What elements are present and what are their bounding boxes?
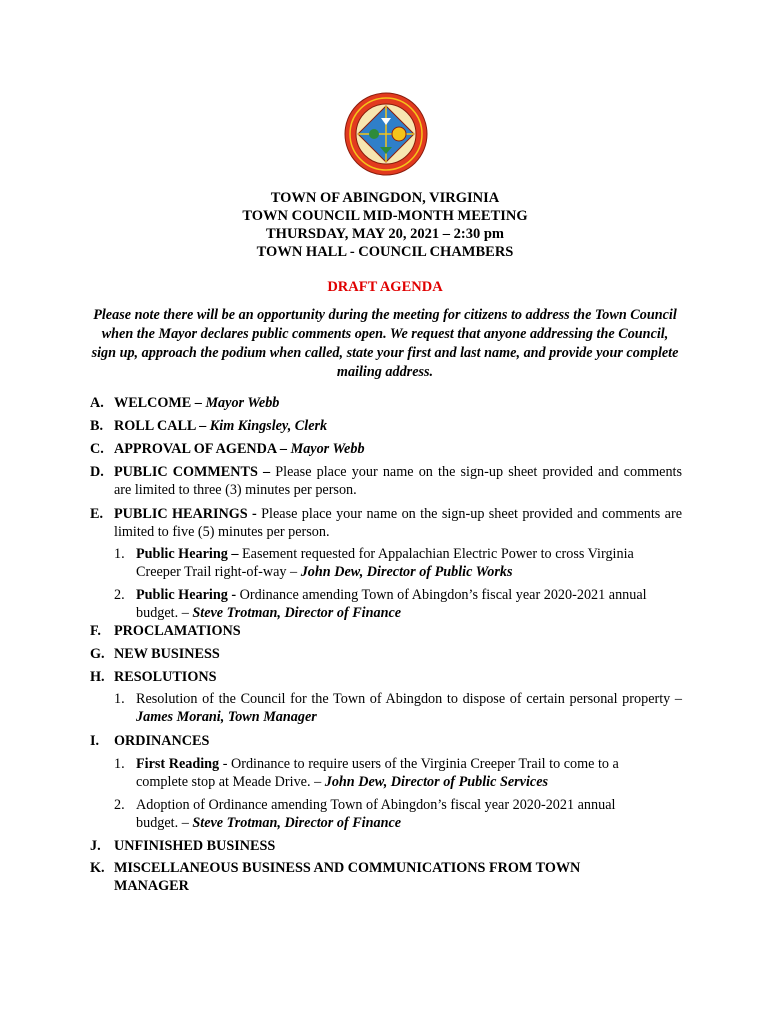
item-title: RESOLUTIONS <box>114 669 217 685</box>
item-letter: G. <box>90 646 105 662</box>
subitem-description: Ordinance amending Town of Abingdon’s fiscal year 2020-2021 annual budget. – <box>136 587 647 621</box>
subitem-presenter: Steve Trotman, Director of Finance <box>192 605 402 621</box>
agenda-item-b <box>90 417 682 435</box>
item-title: WELCOME – <box>114 395 206 411</box>
agenda-item-j <box>90 837 682 855</box>
agenda-item-c <box>90 440 682 458</box>
agenda-item-e <box>90 505 682 541</box>
subitem-description: Easement requested for Appalachian Electric Power to cross Virginia Creeper Trail right-of-way – <box>136 546 634 580</box>
item-title: PUBLIC HEARINGS - <box>114 506 262 522</box>
item-presenter: Mayor Webb <box>290 441 365 457</box>
subitem-number: 2. <box>114 797 125 813</box>
agenda-subitem-i1 <box>114 755 682 791</box>
header-date: THURSDAY, MAY 20, 2021 – 2:30 pm <box>266 226 504 242</box>
subitem-description: - Ordinance to require users of the Virginia Creeper Trail to come to a complete stop at Meade Drive. – <box>136 756 619 790</box>
agenda-item-k <box>90 859 682 895</box>
item-letter: H. <box>90 669 105 685</box>
agenda-item-g <box>90 645 682 663</box>
item-title: MISCELLANEOUS BUSINESS AND COMMUNICATIONS FROM TOWN MANAGER <box>114 860 581 894</box>
subitem-presenter: John Dew, Director of Public Works <box>300 564 513 580</box>
item-description: Please place your name on the sign-up sheet provided and comments are limited to three (3) minutes per person. <box>114 464 682 498</box>
item-title: NEW BUSINESS <box>114 646 220 662</box>
agenda-subitem-h1 <box>114 690 682 726</box>
item-title: PROCLAMATIONS <box>114 623 241 639</box>
header-location: TOWN HALL - COUNCIL CHAMBERS <box>256 244 514 260</box>
item-presenter: Mayor Webb <box>205 395 280 411</box>
subitem-number: 1. <box>114 691 125 707</box>
subitem-title: First Reading <box>136 756 220 772</box>
subitem-presenter: James Morani, Town Manager <box>136 709 317 725</box>
item-title: APPROVAL OF AGENDA – <box>114 441 291 457</box>
agenda-item-d <box>90 463 682 499</box>
subitem-number: 1. <box>114 756 125 772</box>
subitem-description: Adoption of Ordinance amending Town of Abingdon’s fiscal year 2020-2021 annual budget. – <box>136 797 616 831</box>
item-letter: K. <box>90 860 105 876</box>
header-town: TOWN OF ABINGDON, VIRGINIA <box>270 190 500 206</box>
public-comment-notice: Please note there will be an opportunity during the meeting for citizens to address the Town Council when the Mayor declares public comments open. We request that anyone addressing the Council, sign up, approach the podium when called, state your first and last name, and provide your complete mailing address. <box>91 307 679 380</box>
item-letter: J. <box>90 838 101 854</box>
agenda-item-i <box>90 732 682 750</box>
subitem-presenter: John Dew, Director of Public Services <box>324 774 549 790</box>
draft-agenda-label: DRAFT AGENDA <box>327 279 443 295</box>
meeting-header <box>0 189 770 261</box>
agenda-item-f <box>90 622 682 640</box>
item-letter: A. <box>90 395 104 411</box>
agenda-subitem-e1 <box>114 545 682 581</box>
item-title: ORDINANCES <box>114 733 210 749</box>
subitem-description: Resolution of the Council for the Town of Abingdon to dispose of certain personal property – <box>136 691 682 707</box>
item-letter: F. <box>90 623 101 639</box>
item-letter: C. <box>90 441 104 457</box>
item-title: PUBLIC COMMENTS – <box>114 464 276 480</box>
subitem-title: Public Hearing – <box>136 546 243 562</box>
agenda-subitem-e2 <box>114 586 682 622</box>
item-letter: E. <box>90 506 104 522</box>
item-description: Please place your name on the sign-up sheet provided and comments are limited to five (5) minutes per person. <box>114 506 683 540</box>
item-title: ROLL CALL – <box>114 418 210 434</box>
subitem-number: 2. <box>114 587 125 603</box>
header-meeting: TOWN COUNCIL MID-MONTH MEETING <box>242 208 528 224</box>
agenda-item-h <box>90 668 682 686</box>
agenda-item-a <box>90 394 682 412</box>
item-letter: I. <box>90 733 100 749</box>
item-letter: B. <box>90 418 104 434</box>
subitem-presenter: Steve Trotman, Director of Finance <box>192 815 402 831</box>
subitem-number: 1. <box>114 546 125 562</box>
item-title: UNFINISHED BUSINESS <box>114 838 276 854</box>
town-seal-logo <box>344 92 428 176</box>
agenda-subitem-i2 <box>114 796 682 832</box>
item-letter: D. <box>90 464 104 480</box>
item-presenter: Kim Kingsley, Clerk <box>209 418 328 434</box>
subitem-title: Public Hearing - <box>136 587 240 603</box>
